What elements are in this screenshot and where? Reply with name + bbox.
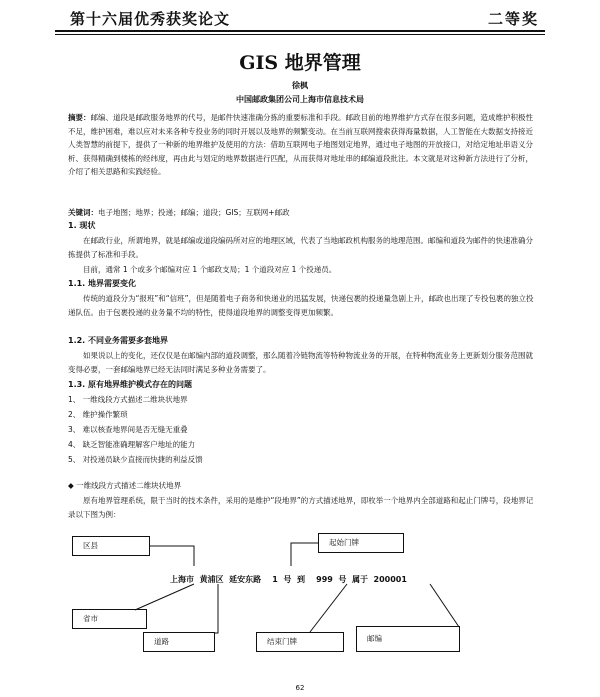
- diagram-box-province: 省市: [72, 609, 147, 629]
- connector-road: [215, 584, 218, 633]
- bullet-para: 原有地界管理系统，限于当时的技术条件，采用的是维护“段地界”的方式描述地界，即枚举一个地界内全部道路和起止门牌号，段地界记录以下图为例：: [68, 496, 534, 519]
- page-title: GIS 地界管理: [239, 52, 361, 74]
- bullet-heading: ◆ 一维线段方式描述二维块状地界: [68, 481, 182, 490]
- diagram-box-end-no: 结束门牌: [256, 632, 344, 652]
- issue-item-2: 2、 维护操作繁琐: [68, 410, 128, 419]
- section-1-heading: 1. 现状: [68, 221, 96, 230]
- section-1-para-1: 在邮政行业，所谓地界，就是邮编或道段编码所对应的地理区域，代表了当地邮政机构服务的地理范围。邮编和道段为邮件的快速准确分拣提供了标准和手段。: [68, 236, 533, 259]
- section-1-1-heading: 1.1. 地界需要变化: [68, 279, 136, 288]
- issue-item-4: 4、 缺乏智能准确理解客户地址的能力: [68, 440, 196, 449]
- issue-item-3: 3、 难以核查地界间是否无缝无重叠: [68, 425, 188, 434]
- diagram-box-road: 道路: [143, 632, 215, 652]
- section-1-para-2: 目前，通常 1 个或多个邮编对应 1 个邮政支局；1 个道段对应 1 个投递员。: [83, 265, 337, 274]
- diagram-box-start-no: 起始门牌: [318, 533, 404, 553]
- abstract-text: 邮编、道段是邮政服务地界的代号，是邮件快速准确分拣的重要标准和手段。邮政目前的地界维护方式存在很多问题，造成维护积极性不足，维护困难，难以应对未来各种专投业务的同时开展以及地界的频繁变动。在当前互联网搜索获得海量数据，人工智能在大数据支持接近人类智慧的前提下，提供了一种新的地界维护及使用的方法：借助互联网电子地图划定地界，通过电子地图的开放接口，对给定地址串语义分析、获得精确到楼栋的经纬度，再由此与划定的地界数据进行匹配，从而获得对地址串的邮编道段批注。本文就是对这种新方法进行了分析，介绍了相关思路和实践经验。: [68, 113, 533, 176]
- section-1-2-heading: 1.2. 不同业务需要多套地界: [68, 336, 168, 345]
- issue-item-5: 5、 对投递员缺少直接而快捷的利益反馈: [68, 455, 203, 464]
- section-1-2-para: 如果说以上的变化，还仅仅是在邮编内部的道段调整，那么随着冷链物流等特种物流业务的开展，在特种物流业务上更新划分服务范围就变得必要，一套邮编地界已经无法同时满足多种业务需要了。: [68, 351, 533, 374]
- author: 徐枫: [292, 81, 308, 90]
- abstract-label: 摘要：: [68, 113, 91, 122]
- connector-province: [135, 584, 194, 610]
- affiliation: 中国邮政集团公司上海市信息技术局: [236, 95, 364, 104]
- header-right: 二等奖: [488, 10, 540, 28]
- keywords-label: 关键词：: [68, 208, 98, 217]
- diagram-address: 上海市 黄浦区 延安东路 1 号 到 999 号 属于 200001: [170, 575, 407, 584]
- connector-end-no: [310, 584, 347, 632]
- connector-postcode: [430, 584, 459, 627]
- connector-district: [150, 546, 194, 566]
- section-1-1-para: 传统的道段分为“报班”和“信班”，但是随着电子商务和快递业的迅猛发展，快递包裹的投递量急剧上升，邮政也出现了专投包裹的独立投递队伍。由于包裹投递的业务量不均的特性，使得道段地界的调整变得更加频繁。: [68, 294, 534, 317]
- page-number: 62: [295, 684, 305, 692]
- diagram-box-postcode: 邮编: [356, 626, 460, 652]
- connector-start-no: [291, 543, 318, 566]
- diagram-box-district: 区县: [72, 536, 150, 556]
- section-1-3-heading: 1.3. 原有地界维护模式存在的问题: [68, 380, 192, 389]
- keywords-text: 电子地图；地界；投递；邮编；道段；GIS；互联网+邮政: [98, 208, 290, 217]
- issue-item-1: 1、 一维线段方式描述二维块状地界: [68, 395, 188, 404]
- header-left: 第十六届优秀获奖论文: [70, 10, 231, 28]
